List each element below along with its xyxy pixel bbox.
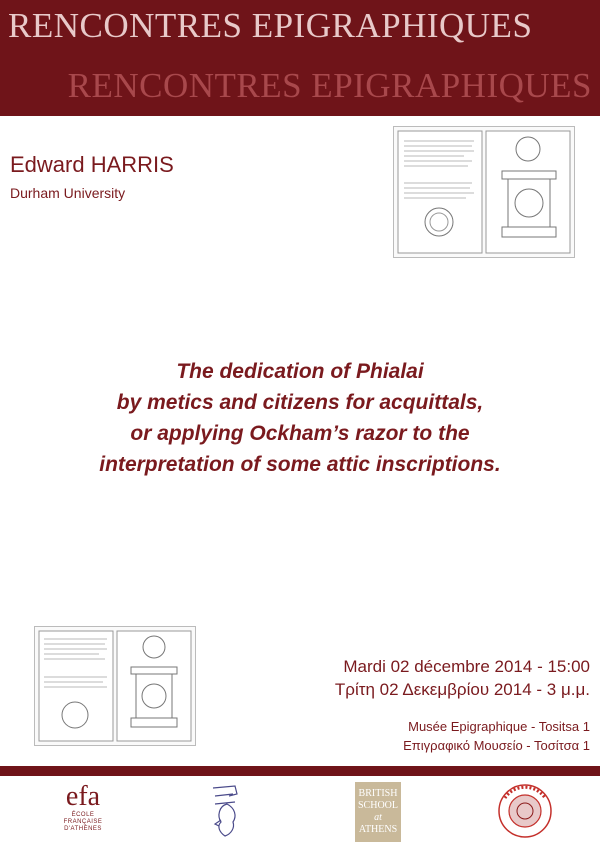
series-title: RENCONTRES EPIGRAPHIQUES xyxy=(8,6,533,45)
bsa-line: at xyxy=(374,812,382,823)
efa-line: ÉCOLE xyxy=(71,812,95,818)
speaker-name: Edward HARRIS xyxy=(10,152,174,177)
manuscript-image-bottom xyxy=(34,626,196,746)
date-greek: Τρίτη 02 Δεκεμβρίου 2014 - 3 μ.μ. xyxy=(334,680,590,699)
venue-french: Musée Epigraphique - Tositsa 1 xyxy=(408,719,590,734)
seal-icon xyxy=(495,782,555,840)
manuscript-drawing xyxy=(394,127,574,257)
event-venue xyxy=(403,717,590,755)
event-date xyxy=(335,655,590,701)
bsa-line: BRITISH xyxy=(358,788,398,799)
efa-line: FRANÇAISE xyxy=(63,819,103,825)
header-banner xyxy=(0,0,600,116)
bsa-line: SCHOOL xyxy=(358,800,399,811)
manuscript-image-top xyxy=(393,126,575,258)
speaker-affiliation: Durham University xyxy=(10,185,126,201)
efa-line: D'ATHÈNES xyxy=(64,826,102,832)
date-french: Mardi 02 décembre 2014 - 15:00 xyxy=(343,657,590,676)
society-seal-logo xyxy=(495,782,555,840)
manuscript-drawing xyxy=(35,627,195,745)
title-line: The dedication of Phialai xyxy=(176,360,424,383)
efa-logo xyxy=(58,782,108,840)
efa-mark: efa xyxy=(65,781,101,812)
title-line: interpretation of some attic inscriptions. xyxy=(99,453,501,476)
title-line: or applying Ockham’s razor to the xyxy=(130,422,470,445)
bsa-badge xyxy=(355,782,401,842)
bsa-line: ATHENS xyxy=(358,824,398,835)
portrait-logo xyxy=(205,782,245,840)
head-profile-icon xyxy=(205,782,245,840)
title-line: by metics and citizens for acquittals, xyxy=(116,391,484,414)
bsa-logo xyxy=(355,782,401,840)
venue-greek: Επιγραφικό Μουσείο - Τοσίτσα 1 xyxy=(403,738,590,753)
footer-divider xyxy=(0,766,600,776)
series-title-echo: RENCONTRES EPIGRAPHIQUES xyxy=(67,66,592,105)
talk-title xyxy=(60,356,540,480)
